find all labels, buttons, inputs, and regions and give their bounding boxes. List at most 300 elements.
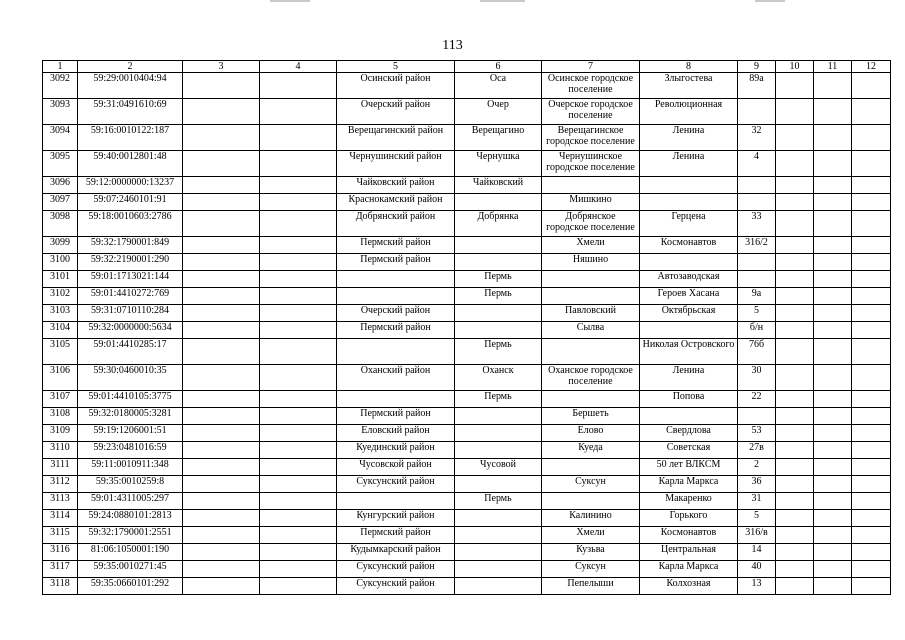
table-cell bbox=[738, 194, 776, 211]
table-cell: Ленина bbox=[640, 125, 738, 151]
table-cell bbox=[814, 73, 852, 99]
table-cell bbox=[260, 339, 337, 365]
table-cell bbox=[640, 194, 738, 211]
table-cell bbox=[260, 365, 337, 391]
table-cell bbox=[852, 365, 891, 391]
table-cell bbox=[852, 73, 891, 99]
table-cell: Чернушка bbox=[455, 151, 542, 177]
table-cell bbox=[814, 305, 852, 322]
table-cell bbox=[183, 73, 260, 99]
table-cell: Верещагино bbox=[455, 125, 542, 151]
table-cell: Пермский район bbox=[337, 322, 455, 339]
table-cell bbox=[852, 271, 891, 288]
table-cell: Оса bbox=[455, 73, 542, 99]
table-cell bbox=[776, 151, 814, 177]
table-cell: Пермь bbox=[455, 288, 542, 305]
table-cell bbox=[814, 339, 852, 365]
table-cell bbox=[738, 254, 776, 271]
table-cell bbox=[455, 322, 542, 339]
table-cell: Суксунский район bbox=[337, 561, 455, 578]
table-cell: Герцена bbox=[640, 211, 738, 237]
table-cell bbox=[183, 288, 260, 305]
table-cell: Куединский район bbox=[337, 442, 455, 459]
table-cell: 40 bbox=[738, 561, 776, 578]
table-cell: Чусовской район bbox=[337, 459, 455, 476]
table-cell bbox=[183, 510, 260, 527]
table-cell bbox=[260, 510, 337, 527]
table-row bbox=[43, 211, 891, 237]
table-cell bbox=[814, 578, 852, 595]
table-cell bbox=[776, 493, 814, 510]
table-cell bbox=[260, 459, 337, 476]
table-cell: Пермский район bbox=[337, 527, 455, 544]
table-cell bbox=[776, 391, 814, 408]
table-cell bbox=[814, 125, 852, 151]
table-cell bbox=[260, 99, 337, 125]
table-cell bbox=[776, 237, 814, 254]
table-cell: 3094 bbox=[43, 125, 78, 151]
table-cell bbox=[455, 442, 542, 459]
table-cell: 59:07:2460101:91 bbox=[78, 194, 183, 211]
table-cell: Очерский район bbox=[337, 305, 455, 322]
table-cell bbox=[814, 271, 852, 288]
table-row bbox=[43, 125, 891, 151]
table-cell: Осинский район bbox=[337, 73, 455, 99]
table-cell bbox=[260, 254, 337, 271]
table-cell: Макаренко bbox=[640, 493, 738, 510]
table-cell bbox=[260, 151, 337, 177]
column-header: 2 bbox=[78, 61, 183, 73]
table-cell: 59:35:0660101:292 bbox=[78, 578, 183, 595]
table-cell bbox=[260, 73, 337, 99]
table-cell bbox=[852, 544, 891, 561]
table-cell: Суксунский район bbox=[337, 578, 455, 595]
table-cell: 14 bbox=[738, 544, 776, 561]
table-cell bbox=[260, 177, 337, 194]
table-row bbox=[43, 510, 891, 527]
scan-artifact bbox=[480, 0, 525, 2]
table-row bbox=[43, 476, 891, 493]
table-cell: 59:01:4311005:297 bbox=[78, 493, 183, 510]
table-cell bbox=[542, 339, 640, 365]
table-cell bbox=[183, 177, 260, 194]
table-cell bbox=[183, 442, 260, 459]
table-cell bbox=[183, 339, 260, 365]
table-header-row bbox=[43, 61, 891, 73]
table-cell: 59:32:1790001:849 bbox=[78, 237, 183, 254]
table-cell bbox=[852, 459, 891, 476]
table-cell bbox=[260, 578, 337, 595]
table-cell bbox=[183, 493, 260, 510]
table-cell bbox=[542, 493, 640, 510]
table-cell: 3101 bbox=[43, 271, 78, 288]
table-cell: Оханский район bbox=[337, 365, 455, 391]
table-cell bbox=[776, 194, 814, 211]
table-cell bbox=[183, 408, 260, 425]
table-cell: 59:01:4410272:769 bbox=[78, 288, 183, 305]
table-cell: Центральная bbox=[640, 544, 738, 561]
table-cell bbox=[183, 254, 260, 271]
table-cell bbox=[260, 425, 337, 442]
table-cell: 31 bbox=[738, 493, 776, 510]
table-cell: Николая Островского bbox=[640, 339, 738, 365]
table-cell bbox=[183, 365, 260, 391]
table-cell bbox=[337, 391, 455, 408]
table-cell bbox=[852, 237, 891, 254]
table-cell bbox=[183, 544, 260, 561]
table-cell: 59:30:0460010:35 bbox=[78, 365, 183, 391]
table-cell bbox=[776, 73, 814, 99]
table-cell bbox=[814, 493, 852, 510]
table-cell: Автозаводская bbox=[640, 271, 738, 288]
table-cell: Куеда bbox=[542, 442, 640, 459]
table-cell bbox=[183, 561, 260, 578]
table-cell: 59:32:1790001:2551 bbox=[78, 527, 183, 544]
table-cell bbox=[183, 391, 260, 408]
table-cell bbox=[776, 322, 814, 339]
table-cell bbox=[640, 408, 738, 425]
table-cell: Верещагинское городское поселение bbox=[542, 125, 640, 151]
table-cell bbox=[852, 425, 891, 442]
table-cell bbox=[640, 322, 738, 339]
table-cell: Пермь bbox=[455, 271, 542, 288]
table-cell bbox=[260, 271, 337, 288]
table-cell: Злыгостева bbox=[640, 73, 738, 99]
table-row bbox=[43, 288, 891, 305]
table-cell: Добрянский район bbox=[337, 211, 455, 237]
table-cell: 3117 bbox=[43, 561, 78, 578]
table-row bbox=[43, 271, 891, 288]
table-row bbox=[43, 391, 891, 408]
table-cell: 59:32:2190001:290 bbox=[78, 254, 183, 271]
table-cell: 59:01:4410285:17 bbox=[78, 339, 183, 365]
table-cell: Пермский район bbox=[337, 237, 455, 254]
table-cell bbox=[776, 459, 814, 476]
table-cell bbox=[183, 425, 260, 442]
table-cell bbox=[260, 391, 337, 408]
table-cell bbox=[455, 425, 542, 442]
table-cell bbox=[852, 99, 891, 125]
column-header: 3 bbox=[183, 61, 260, 73]
table-cell: 2 bbox=[738, 459, 776, 476]
table-row bbox=[43, 365, 891, 391]
table-cell: Революционная bbox=[640, 99, 738, 125]
table-cell bbox=[814, 365, 852, 391]
table-cell bbox=[852, 578, 891, 595]
table-row bbox=[43, 459, 891, 476]
table-cell bbox=[814, 322, 852, 339]
table-cell bbox=[337, 288, 455, 305]
table-cell bbox=[542, 391, 640, 408]
table-cell: 3098 bbox=[43, 211, 78, 237]
table-cell: Пермский район bbox=[337, 408, 455, 425]
scan-artifact bbox=[755, 0, 785, 2]
table-cell: 59:11:0010911:348 bbox=[78, 459, 183, 476]
table-cell: 59:35:0010271:45 bbox=[78, 561, 183, 578]
table-cell bbox=[776, 476, 814, 493]
table-cell bbox=[337, 493, 455, 510]
table-cell bbox=[852, 561, 891, 578]
table-cell: Кудымкарский район bbox=[337, 544, 455, 561]
table-cell: Пермский район bbox=[337, 254, 455, 271]
table-row bbox=[43, 578, 891, 595]
table-cell: Хмели bbox=[542, 237, 640, 254]
table-cell bbox=[852, 211, 891, 237]
table-cell: 3103 bbox=[43, 305, 78, 322]
table-cell bbox=[455, 476, 542, 493]
table-cell: 3115 bbox=[43, 527, 78, 544]
table-cell: 3113 bbox=[43, 493, 78, 510]
table-row bbox=[43, 425, 891, 442]
table-cell: 30 bbox=[738, 365, 776, 391]
table-cell bbox=[814, 544, 852, 561]
table-cell: 59:23:0481016:59 bbox=[78, 442, 183, 459]
column-header: 10 bbox=[776, 61, 814, 73]
table-cell: Чернушинское городское поселение bbox=[542, 151, 640, 177]
page-number: 113 bbox=[442, 38, 463, 53]
table-cell bbox=[738, 271, 776, 288]
table-cell bbox=[814, 194, 852, 211]
table-cell: Елово bbox=[542, 425, 640, 442]
table-cell: Космонавтов bbox=[640, 527, 738, 544]
table-row bbox=[43, 322, 891, 339]
table-cell bbox=[738, 177, 776, 194]
table-cell bbox=[337, 339, 455, 365]
table-cell bbox=[776, 177, 814, 194]
column-header: 12 bbox=[852, 61, 891, 73]
table-cell bbox=[776, 561, 814, 578]
table-cell: 59:29:0010404:94 bbox=[78, 73, 183, 99]
table-cell: 3092 bbox=[43, 73, 78, 99]
table-cell bbox=[776, 578, 814, 595]
table-cell bbox=[183, 476, 260, 493]
table-cell: 59:19:1206001:51 bbox=[78, 425, 183, 442]
table-cell bbox=[814, 254, 852, 271]
table-cell: 36 bbox=[738, 476, 776, 493]
table-cell: 3112 bbox=[43, 476, 78, 493]
table-cell: Няшино bbox=[542, 254, 640, 271]
table-cell: 3102 bbox=[43, 288, 78, 305]
table-row bbox=[43, 73, 891, 99]
table-cell bbox=[852, 151, 891, 177]
table-cell: 3099 bbox=[43, 237, 78, 254]
table-cell bbox=[852, 442, 891, 459]
table-cell: Пермь bbox=[455, 391, 542, 408]
table-cell: 3106 bbox=[43, 365, 78, 391]
table-cell bbox=[455, 510, 542, 527]
table-cell: 22 bbox=[738, 391, 776, 408]
table-cell: Мишкино bbox=[542, 194, 640, 211]
table-cell bbox=[260, 408, 337, 425]
table-cell bbox=[852, 339, 891, 365]
table-row bbox=[43, 177, 891, 194]
table-cell bbox=[852, 254, 891, 271]
table-cell bbox=[814, 177, 852, 194]
table-cell: б/н bbox=[738, 322, 776, 339]
table-cell bbox=[260, 305, 337, 322]
table-cell: Попова bbox=[640, 391, 738, 408]
table-cell: Суксун bbox=[542, 476, 640, 493]
table-cell bbox=[260, 493, 337, 510]
table-row bbox=[43, 442, 891, 459]
table-cell bbox=[455, 527, 542, 544]
table-cell: Добрянское городское поселение bbox=[542, 211, 640, 237]
table-cell: 3114 bbox=[43, 510, 78, 527]
table-cell bbox=[814, 151, 852, 177]
table-cell: 3100 bbox=[43, 254, 78, 271]
table-cell bbox=[260, 322, 337, 339]
table-cell: 3107 bbox=[43, 391, 78, 408]
table-cell bbox=[260, 125, 337, 151]
table-cell bbox=[183, 125, 260, 151]
table-cell bbox=[814, 510, 852, 527]
table-row bbox=[43, 99, 891, 125]
table-row bbox=[43, 493, 891, 510]
table-cell bbox=[776, 305, 814, 322]
table-cell bbox=[814, 442, 852, 459]
table-cell bbox=[260, 476, 337, 493]
table-cell bbox=[183, 194, 260, 211]
table-cell: 59:01:4410105:3775 bbox=[78, 391, 183, 408]
table-cell bbox=[814, 561, 852, 578]
table-cell: Пермь bbox=[455, 339, 542, 365]
table-cell bbox=[183, 211, 260, 237]
table-cell bbox=[852, 391, 891, 408]
table-cell bbox=[852, 527, 891, 544]
table-cell bbox=[455, 194, 542, 211]
table-cell bbox=[183, 459, 260, 476]
table-cell bbox=[852, 305, 891, 322]
table-cell: 3104 bbox=[43, 322, 78, 339]
table-cell bbox=[183, 271, 260, 288]
table-cell: Горького bbox=[640, 510, 738, 527]
table-cell bbox=[455, 578, 542, 595]
table-cell bbox=[738, 99, 776, 125]
table-cell: Космонавтов bbox=[640, 237, 738, 254]
table-cell: 3096 bbox=[43, 177, 78, 194]
table-cell: Карла Маркса bbox=[640, 561, 738, 578]
table-cell bbox=[776, 254, 814, 271]
table-cell bbox=[542, 288, 640, 305]
table-cell: 59:40:0012801:48 bbox=[78, 151, 183, 177]
table-cell: Кунгурский район bbox=[337, 510, 455, 527]
table-row bbox=[43, 194, 891, 211]
table-cell: 59:31:0710110:284 bbox=[78, 305, 183, 322]
table-cell bbox=[776, 271, 814, 288]
table-cell bbox=[776, 211, 814, 237]
table-cell bbox=[776, 408, 814, 425]
table-cell bbox=[260, 194, 337, 211]
table-cell bbox=[455, 408, 542, 425]
table-cell: 3105 bbox=[43, 339, 78, 365]
table-cell: Ленина bbox=[640, 365, 738, 391]
table-cell: Добрянка bbox=[455, 211, 542, 237]
table-cell: 59:01:1713021:144 bbox=[78, 271, 183, 288]
table-cell: Советская bbox=[640, 442, 738, 459]
table-cell bbox=[814, 99, 852, 125]
table-cell bbox=[260, 237, 337, 254]
table-body bbox=[43, 73, 891, 595]
table-cell bbox=[260, 442, 337, 459]
column-header: 11 bbox=[814, 61, 852, 73]
table-cell bbox=[852, 288, 891, 305]
table-cell: Павловский bbox=[542, 305, 640, 322]
column-header: 7 bbox=[542, 61, 640, 73]
table-cell bbox=[776, 510, 814, 527]
table-cell: 59:16:0010122:187 bbox=[78, 125, 183, 151]
table-cell: 316/в bbox=[738, 527, 776, 544]
table-cell bbox=[640, 177, 738, 194]
table-cell: 3093 bbox=[43, 99, 78, 125]
table-cell: 59:31:0491610:69 bbox=[78, 99, 183, 125]
table-cell: 59:12:0000000:13237 bbox=[78, 177, 183, 194]
column-header: 9 bbox=[738, 61, 776, 73]
table-cell: Очерский район bbox=[337, 99, 455, 125]
table-cell: 59:18:0010603:2786 bbox=[78, 211, 183, 237]
table-cell: Кузьва bbox=[542, 544, 640, 561]
table-cell bbox=[337, 271, 455, 288]
table-cell: Чусовой bbox=[455, 459, 542, 476]
table-cell: Чайковский bbox=[455, 177, 542, 194]
table-cell bbox=[183, 99, 260, 125]
table-cell: 3118 bbox=[43, 578, 78, 595]
table-row bbox=[43, 254, 891, 271]
table-cell bbox=[183, 151, 260, 177]
table-cell: Суксунский район bbox=[337, 476, 455, 493]
table-cell: 76б bbox=[738, 339, 776, 365]
table-cell: Октябрьская bbox=[640, 305, 738, 322]
table-cell: 9а bbox=[738, 288, 776, 305]
table-cell: Чайковский район bbox=[337, 177, 455, 194]
column-header: 5 bbox=[337, 61, 455, 73]
table-cell bbox=[814, 476, 852, 493]
table-row bbox=[43, 527, 891, 544]
table-cell bbox=[776, 425, 814, 442]
table-cell bbox=[814, 288, 852, 305]
table-cell bbox=[455, 544, 542, 561]
table-row bbox=[43, 305, 891, 322]
table-cell: 3097 bbox=[43, 194, 78, 211]
table-cell bbox=[852, 408, 891, 425]
column-header: 8 bbox=[640, 61, 738, 73]
table-cell: 4 bbox=[738, 151, 776, 177]
table-cell bbox=[852, 177, 891, 194]
table-cell bbox=[776, 442, 814, 459]
table-cell: 3108 bbox=[43, 408, 78, 425]
table-cell: 3109 bbox=[43, 425, 78, 442]
table-cell bbox=[260, 544, 337, 561]
table-cell bbox=[776, 544, 814, 561]
table-cell: 27в bbox=[738, 442, 776, 459]
table-cell: 59:35:0010259:8 bbox=[78, 476, 183, 493]
table-cell bbox=[183, 305, 260, 322]
table-cell bbox=[852, 322, 891, 339]
registry-table bbox=[42, 60, 891, 595]
table-row bbox=[43, 408, 891, 425]
table-cell: 3110 bbox=[43, 442, 78, 459]
table-cell: Очерское городское поселение bbox=[542, 99, 640, 125]
table-cell bbox=[852, 194, 891, 211]
table-cell: Верещагинский район bbox=[337, 125, 455, 151]
table-cell bbox=[776, 365, 814, 391]
table-cell bbox=[814, 391, 852, 408]
table-cell bbox=[852, 493, 891, 510]
table-cell bbox=[776, 339, 814, 365]
table-cell: 59:32:0000000:5634 bbox=[78, 322, 183, 339]
table-cell: Осинское городское поселение bbox=[542, 73, 640, 99]
table-cell: 3116 bbox=[43, 544, 78, 561]
table-cell: 5 bbox=[738, 305, 776, 322]
